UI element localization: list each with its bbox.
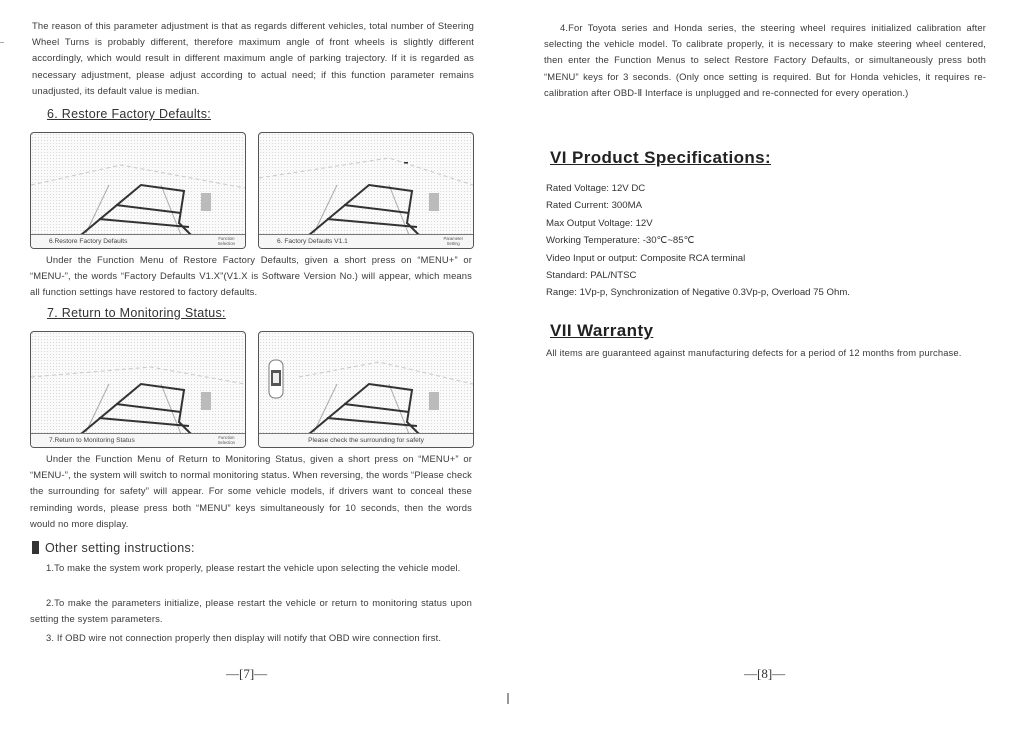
figure-caption: 6.Restore Factory Defaults <box>49 238 128 245</box>
figure-caption-bar <box>31 433 245 447</box>
section-6-paragraph: Under the Function Menu of Restore Factory Defaults, given a short press on “MENU+” or “MENU-”, the words “Factory Defaults V1.X”(V1.X is Software Version No.) will appear, which means all function settings have restored to factory defaults. <box>30 254 472 298</box>
safety-warning-caption: Please check the surrounding for safety <box>308 437 424 444</box>
spec-item: Rated Voltage: 12V DC <box>546 183 646 194</box>
page-number: —[8]— <box>744 666 786 681</box>
other-settings-item: 2.To make the parameters initialize, please restart the vehicle or return to monitoring status upon setting the system parameters. <box>30 597 472 625</box>
function-selection-label: Function Selection <box>217 435 235 445</box>
heading-bullet-icon <box>32 541 39 554</box>
parameter-setting-label: Parameter Setting <box>443 236 463 246</box>
figure-restore-factory-defaults <box>30 132 246 249</box>
figure-caption-bar <box>31 234 245 248</box>
figure-caption: 7.Return to Monitoring Status <box>49 437 135 444</box>
figure-factory-defaults-version <box>258 132 474 249</box>
parking-guideline-graphic <box>259 332 473 447</box>
figure-caption: 6. Factory Defaults V1.1 <box>277 238 348 245</box>
spec-item: Working Temperature: -30℃~85℃ <box>546 235 695 247</box>
page-number: —[7]— <box>226 666 268 681</box>
section-7-figures <box>30 331 474 448</box>
section-7-heading: 7. Return to Monitoring Status: <box>47 306 226 320</box>
other-settings-heading: Other setting instructions: <box>32 541 195 555</box>
warranty-heading: VII Warranty <box>550 321 654 340</box>
intro-paragraph: The reason of this parameter adjustment is that as regards different vehicles, total number of Steering Wheel Turns is probably different, therefore maximum angle of front wheels is slightly different accordingly, which would result in different maximum angle of parking trajectory. If it is regarded as necessary adjustment, please adjust according to actual need; if this function parameter remains unadjusted, its default value is median. <box>32 20 474 96</box>
specifications-heading: VI Product Specifications: <box>550 148 772 167</box>
spec-item: Range: 1Vp-p, Synchronization of Negative 0.3Vp-p, Overload 75 Ohm. <box>546 287 850 299</box>
warranty-text: All items are guaranteed against manufacturing defects for a period of 12 months from purchase. <box>546 347 962 358</box>
item-4-paragraph: 4.For Toyota series and Honda series, the steering wheel requires initialized calibration after selecting the vehicle model. To calibrate properly, it is necessary to make steering wheel centered, then enter the Function Menus to select Restore Factory Defaults, or simultaneously press both “MENU” keys for 3 seconds. (Only once setting is required. But for Honda vehicles, it requires re-calibration after OBD-Ⅱ Interface is unplugged and re-connected for every operation.) <box>544 22 986 98</box>
section-6-heading: 6. Restore Factory Defaults: <box>47 107 212 121</box>
figure-safety-warning <box>258 331 474 448</box>
parking-guideline-graphic <box>31 332 245 447</box>
spec-item: Video Input or output: Composite RCA terminal <box>546 252 746 264</box>
figure-caption-bar <box>259 433 473 447</box>
other-settings-item: 1.To make the system work properly, please restart the vehicle upon selecting the vehicle model. <box>46 562 461 573</box>
figure-return-to-monitoring <box>30 331 246 448</box>
binding-mark <box>507 693 509 704</box>
figure-caption-bar <box>259 234 473 248</box>
specifications-list <box>546 180 986 302</box>
parking-guideline-graphic <box>259 133 473 248</box>
spec-item: Rated Current: 300MA <box>546 200 642 212</box>
edge-mark <box>0 42 4 43</box>
section-6-figures <box>30 132 474 249</box>
other-settings-item: 3. If OBD wire not connection properly then display will notify that OBD wire connection first. <box>46 632 442 643</box>
spec-item: Max Output Voltage: 12V <box>546 217 653 229</box>
function-selection-label: Function Selection <box>217 236 235 246</box>
parking-guideline-graphic <box>31 133 245 248</box>
car-top-view-icon <box>269 360 283 398</box>
section-7-paragraph: Under the Function Menu of Return to Monitoring Status, given a short press on “MENU+” or “MENU-”, the system will switch to normal monitoring status. When reversing, the words “Please check the surrounding for safety” will appear. For some vehicle models, if drivers want to conceal these reminding words, please press both “MENU” keys simultaneously for 10 seconds, then the words would no more display. <box>30 453 472 529</box>
spec-item: Standard: PAL/NTSC <box>546 270 637 282</box>
